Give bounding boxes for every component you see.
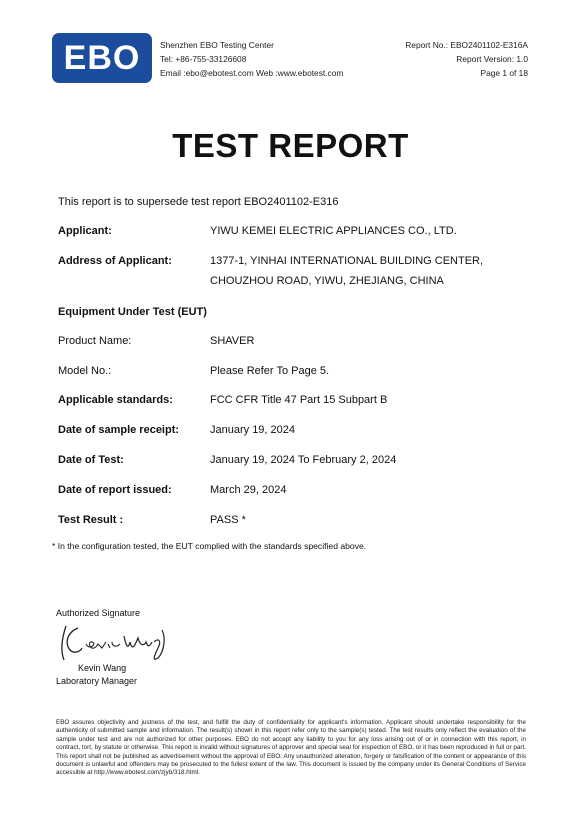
signatory-name: Kevin Wang: [78, 663, 127, 673]
test-date-label: Date of Test:: [58, 454, 124, 466]
address-line-1: 1377-1, YINHAI INTERNATIONAL BUILDING CENTER,: [210, 255, 484, 267]
issued-date-label: Date of report issued:: [58, 484, 172, 496]
standards-value: FCC CFR Title 47 Part 15 Subpart B: [210, 394, 388, 406]
page-title: TEST REPORT: [172, 127, 409, 164]
model-label: Model No.:: [58, 365, 112, 377]
test-date-value: January 19, 2024 To February 2, 2024: [210, 454, 397, 466]
address-label: Address of Applicant:: [58, 255, 172, 267]
ebo-logo: EBO: [52, 33, 152, 83]
model-value: Please Refer To Page 5.: [210, 365, 330, 377]
address-line-2: CHOUZHOU ROAD, YIWU, ZHEJIANG, CHINA: [210, 275, 444, 287]
report-meta: [405, 38, 528, 80]
applicant-value: YIWU KEMEI ELECTRIC APPLIANCES CO., LTD.: [210, 225, 457, 237]
applicant-label: Applicant:: [58, 225, 112, 237]
company-contact: Email :ebo@ebotest.com Web :www.ebotest.com: [160, 68, 344, 78]
disclaimer-text: EBO assures objectivity and justness of the test, and fulfill the duty of confidentiality for applicant's information. Applicant should undertake responsibility for the authenticity of submitted sample and information. The result(s) shown in this report refer only to the sample(s) tested. The test results only reflect the evaluation of the sample under test and are not authorized for other purposes. EBO do not accept any liability to you for any loss arising out of or in connection with this report, in contract, tort, by statute or otherwise. This report is invalid without signatures of approver and special seal for inspection of EBO, or it has been reproduced in full or part. This report shall not be published as advertisement without the approval of EBO. Any unauthorized alteration, forgery or falsification of the content or appearance of this document is unlawful and offenders may be prosecuted to the fullest extent of the law. This document is issued by the company under its General Conditions of Service accessible at http://www.ebotest.com/zjyb/318.html.: [56, 719, 526, 777]
company-tel: Tel: +86-755-33126608: [160, 54, 247, 64]
standards-label: Applicable standards:: [58, 394, 173, 406]
receipt-date-label: Date of sample receipt:: [58, 424, 180, 436]
report-version: Report Version: 1.0: [456, 54, 528, 64]
test-result-label: Test Result :: [58, 514, 124, 526]
signature-label: Authorized Signature: [56, 608, 141, 618]
product-name-label: Product Name:: [58, 335, 132, 347]
company-info: [160, 38, 343, 80]
compliance-note: * In the configuration tested, the EUT complied with the standards specified above.: [52, 541, 367, 551]
eut-heading: Equipment Under Test (EUT): [58, 306, 207, 318]
handwritten-signature: [54, 618, 174, 666]
company-name: Shenzhen EBO Testing Center: [160, 40, 274, 50]
test-result-value: PASS *: [210, 514, 246, 526]
supersede-notice: This report is to supersede test report EBO2401102-E316: [58, 196, 339, 208]
report-number: Report No.: EBO2401102-E316A: [405, 40, 528, 50]
receipt-date-value: January 19, 2024: [210, 424, 296, 436]
signatory-title: Laboratory Manager: [56, 676, 138, 686]
product-name-value: SHAVER: [210, 335, 255, 347]
page-number: Page 1 of 18: [480, 68, 528, 78]
issued-date-value: March 29, 2024: [210, 484, 287, 496]
